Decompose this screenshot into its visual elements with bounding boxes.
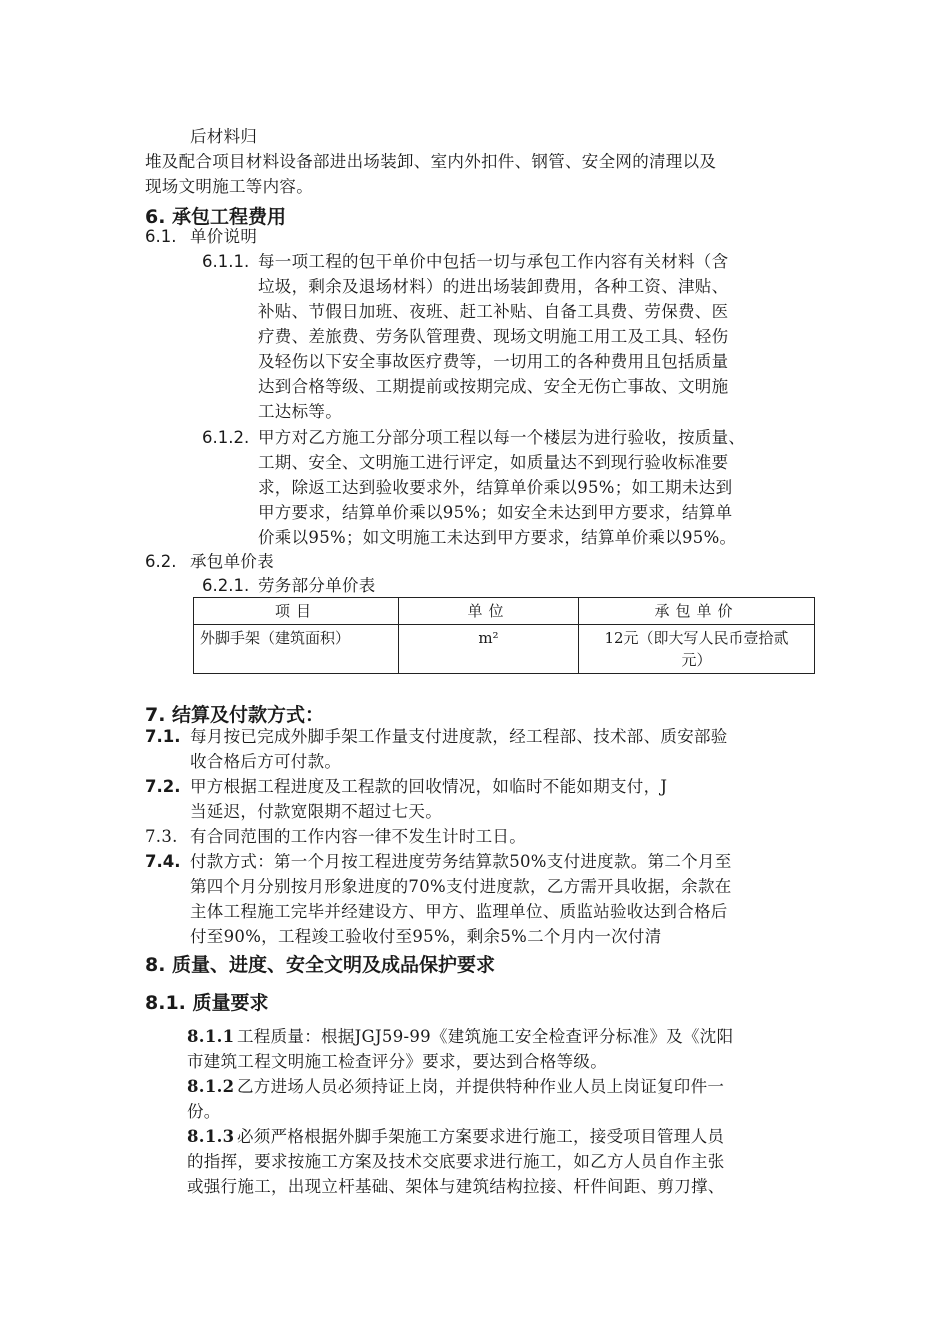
- clause-6-1-1-line: 达到合格等级、工期提前或按期完成、安全无伤亡事故、文明施: [258, 377, 729, 396]
- clause-6-1-1-line: 每一项工程的包干单价中包括一切与承包工作内容有关材料（含: [258, 252, 729, 271]
- clause-7-4-line: 付至90%，工程竣工验收付至95%，剩余5%二个月内一次付清: [190, 927, 662, 946]
- table-row: [194, 625, 815, 674]
- clause-8-1-1-line: 市建筑工程文明施工检查评分》要求，要达到合格等级。: [187, 1052, 607, 1071]
- clause-7-4-line: 主体工程施工完毕并经建设方、甲方、监理单位、质监站验收达到合格后: [190, 902, 728, 921]
- clause-6-1-1-line: 疗费、差旅费、劳务队管理费、现场文明施工用工及工具、轻伤: [258, 327, 729, 346]
- clause-8-1-2-line: 份。: [187, 1102, 221, 1121]
- clause-8-1-3-number: 8.1.3: [187, 1127, 235, 1146]
- intro-line-2: 堆及配合项目材料设备部进出场装卸、室内外扣件、钢管、安全网的清理以及: [145, 152, 717, 171]
- cell-unit: m²: [398, 625, 578, 674]
- clause-6-1-2-line: 甲方对乙方施工分部分项工程以每一个楼层为进行验收，按质量、: [258, 428, 746, 447]
- clause-6-2-1-number: 6.2.1.: [202, 576, 250, 595]
- cell-item: 外脚手架（建筑面积）: [194, 625, 399, 674]
- section-8-heading: 8. 质量、进度、安全文明及成品保护要求: [145, 954, 496, 976]
- clause-6-1-1-line: 补贴、节假日加班、夜班、赶工补贴、自备工具费、劳保费、医: [258, 302, 729, 321]
- clause-8-1-1-line: 工程质量：根据JGJ59-99《建筑施工安全检查评分标准》及《沈阳: [237, 1027, 734, 1046]
- clause-7-1-line: 每月按已完成外脚手架工作量支付进度款，经工程部、技术部、质安部验: [190, 727, 728, 746]
- clause-6-1-1-line: 工达标等。: [258, 402, 342, 421]
- header-item: 项目: [194, 598, 399, 625]
- clause-6-1-2-line: 工期、安全、文明施工进行评定，如质量达不到现行验收标准要: [258, 453, 729, 472]
- clause-8-1-1-number: 8.1.1: [187, 1027, 235, 1046]
- clause-7-3-number: 7.3.: [145, 827, 178, 846]
- intro-line-3: 现场文明施工等内容。: [145, 177, 313, 196]
- clause-8-1-3-line: 的指挥，要求按施工方案及技术交底要求进行施工，如乙方人员自作主张: [187, 1152, 725, 1171]
- clause-7-4-line: 第四个月分别按月形象进度的70%支付进度款，乙方需开具收据，余款在: [190, 877, 732, 896]
- clause-8-1-3-line: 或强行施工，出现立杆基础、架体与建筑结构拉接、杆件间距、剪刀撑、: [187, 1177, 725, 1196]
- clause-6-2-1-title: 劳务部分单价表: [258, 576, 376, 595]
- section-6-heading: 6. 承包工程费用: [145, 206, 287, 228]
- cell-price: [579, 625, 815, 674]
- section-7-heading: 7. 结算及付款方式：: [145, 704, 325, 726]
- table-header-row: [194, 598, 815, 625]
- clause-7-4-line: 付款方式：第一个月按工程进度劳务结算款50%支付进度款。第二个月至: [190, 852, 732, 871]
- section-6-1-title: 单价说明: [190, 227, 258, 246]
- clause-6-1-1-line: 垃圾，剩余及退场材料）的进出场装卸费用，各种工资、津贴、: [258, 277, 729, 296]
- clause-6-1-2-line: 求，除返工达到验收要求外，结算单价乘以95%；如工期未达到: [258, 478, 733, 497]
- unit-price-table: [193, 597, 815, 674]
- clause-6-1-1-number: 6.1.1.: [202, 252, 250, 271]
- clause-8-1-2-number: 8.1.2: [187, 1077, 235, 1096]
- clause-6-1-2-number: 6.1.2.: [202, 428, 250, 447]
- header-unit: 单位: [398, 598, 578, 625]
- section-6-2-title: 承包单价表: [190, 552, 274, 571]
- section-6-2-number: 6.2.: [145, 552, 177, 571]
- cell-price-line-2: 元）: [681, 651, 712, 669]
- clause-7-1-line: 收合格后方可付款。: [190, 752, 342, 771]
- clause-7-2-line: 当延迟，付款宽限期不超过七天。: [190, 802, 442, 821]
- section-6-1-number: 6.1.: [145, 227, 177, 246]
- clause-6-1-2-line: 甲方要求，结算单价乘以95%；如安全未达到甲方要求，结算单: [258, 503, 733, 522]
- cell-price-line-1: 12元（即大写人民币壹拾贰: [604, 629, 789, 647]
- section-8-1-heading: 8.1. 质量要求: [145, 992, 269, 1014]
- intro-line-1: 后材料归: [190, 127, 258, 146]
- clause-6-1-2-line: 价乘以95%；如文明施工未达到甲方要求，结算单价乘以95%。: [258, 528, 737, 547]
- clause-8-1-2-line: 乙方进场人员必须持证上岗，并提供特种作业人员上岗证复印件一: [237, 1077, 725, 1096]
- clause-7-2-line: 甲方根据工程进度及工程款的回收情况，如临时不能如期支付，J: [190, 777, 668, 796]
- clause-7-3-line: 有合同范围的工作内容一律不发生计时工日。: [190, 827, 526, 846]
- clause-6-1-1-line: 及轻伤以下安全事故医疗费等，一切用工的各种费用且包括质量: [258, 352, 729, 371]
- clause-8-1-3-line: 必须严格根据外脚手架施工方案要求进行施工，接受项目管理人员: [237, 1127, 725, 1146]
- header-price: 承包单价: [579, 598, 815, 625]
- clause-7-1-number: 7.1.: [145, 727, 181, 746]
- clause-7-2-number: 7.2.: [145, 777, 181, 796]
- clause-7-4-number: 7.4.: [145, 852, 181, 871]
